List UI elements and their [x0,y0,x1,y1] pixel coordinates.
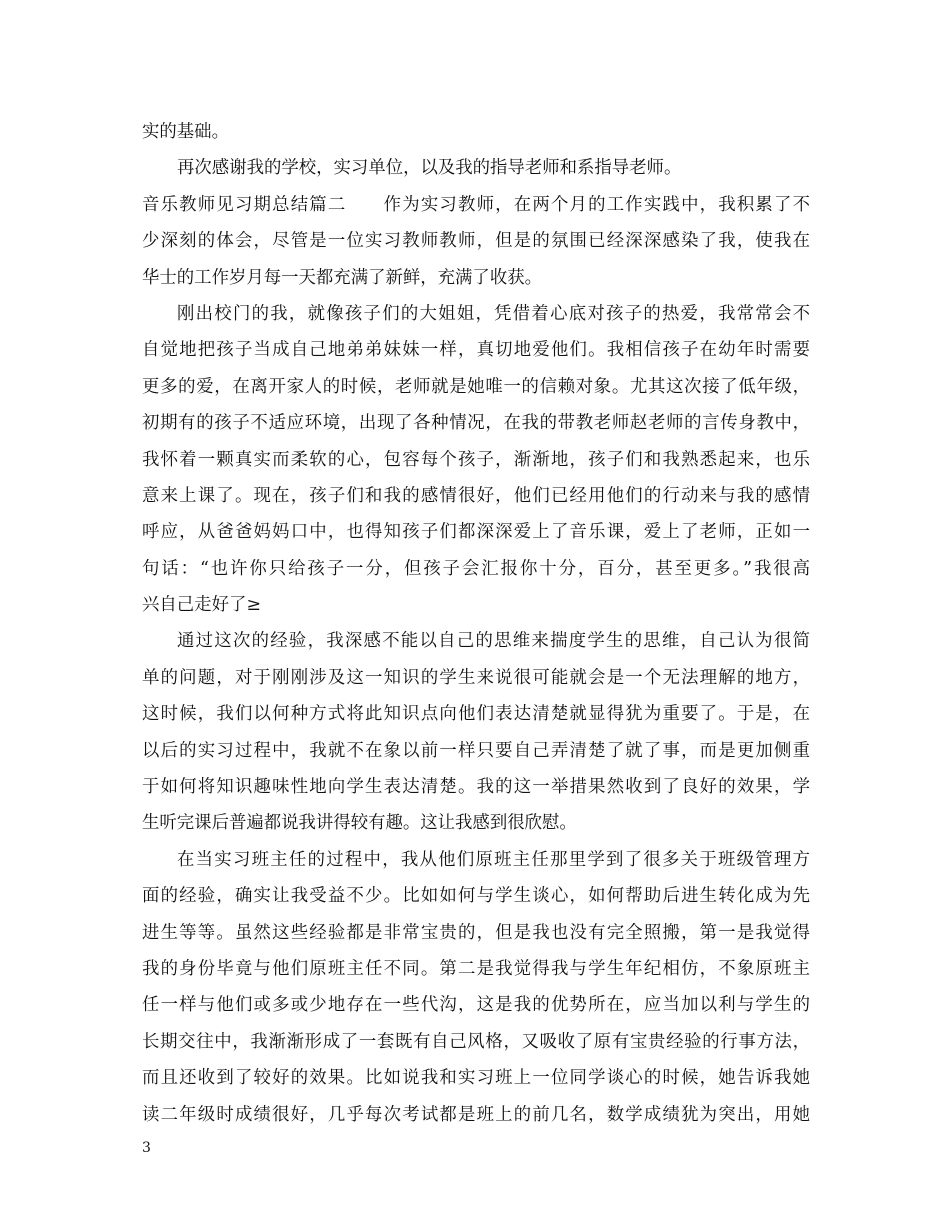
text-line: 任一样与他们或多或少地存在一些代沟，这是我的优势所在，应当加以利与学生的 [142,995,810,1016]
text-line: 自觉地把孩子当成自己地弟弟妹妹一样，真切地爱他们。我相信孩子在幼年时需要 [142,340,810,361]
text-line: 生听完课后普遍都说我讲得较有趣。这让我感到很欣慰。 [142,813,577,834]
text-line: 这时候，我们以何种方式将此知识点向他们表达清楚就显得犹为重要了。于是，在 [142,704,810,725]
text-line: 在当实习班主任的过程中，我从他们原班主任那里学到了很多关于班级管理方 [177,849,810,870]
text-line: 通过这次的经验，我深感不能以自己的思维来揣度学生的思维，自己认为很简 [177,631,810,652]
text-line: 更多的爱，在离开家人的时候，老师就是她唯一的信赖对象。尤其这次接了低年级， [142,376,810,397]
text-line: 我的身份毕竟与他们原班主任不同。第二是我觉得我与学生年纪相仿，不象原班主 [142,958,810,979]
page-number: 3 [142,1140,151,1156]
text-body [142,114,810,1133]
text-line: 少深刻的体会，尽管是一位实习教师教师，但是的氛围已经深深感染了我，使我在 [142,231,810,252]
text-line: 再次感谢我的学校，实习单位，以及我的指导老师和系指导老师。 [177,158,682,179]
text-line: 句话：“也许你只给孩子一分，但孩子会汇报你十分，百分，甚至更多。”我很高 [142,558,810,579]
text-line: 兴自己走好了≥ [142,595,261,616]
text-line: 长期交往中，我渐渐形成了一套既有自己风格，又吸收了原有宝贵经验的行事方法， [142,1031,810,1052]
text-line: 单的问题，对于刚刚涉及这一知识的学生来说很可能就会是一个无法理解的地方， [142,667,810,688]
text-line: 读二年级时成绩很好，几乎每次考试都是班上的前几名，数学成绩犹为突出，用她 [142,1104,810,1125]
text-line: 音乐教师见习期总结篇二 作为实习教师，在两个月的工作实践中，我积累了不 [142,194,810,215]
text-line: 而且还收到了较好的效果。比如说我和实习班上一位同学谈心的时候，她告诉我她 [142,1068,810,1089]
text-line: 面的经验，确实让我受益不少。比如如何与学生谈心，如何帮助后进生转化成为先 [142,886,810,907]
text-line: 华士的工作岁月每一天都充满了新鲜，充满了收获。 [142,267,542,288]
text-line: 实的基础。 [142,122,229,142]
text-line: 呼应，从爸爸妈妈口中，也得知孩子们都深深爱上了音乐课，爱上了老师，正如一 [142,522,810,543]
text-line: 以后的实习过程中，我就不在象以前一样只要自己弄清楚了就了事，而是更加侧重 [142,740,810,761]
text-line: 初期有的孩子不适应环境，出现了各种情况，在我的带教老师赵老师的言传身教中， [142,413,810,434]
text-line: 进生等等。虽然这些经验都是非常宝贵的，但是我也没有完全照搬，第一是我觉得 [142,922,810,943]
text-line: 刚出校门的我，就像孩子们的大姐姐，凭借着心底对孩子的热爱，我常常会不 [177,303,810,324]
text-line: 于如何将知识趣味性地向学生表达清楚。我的这一举措果然收到了良好的效果，学 [142,777,810,798]
text-line: 意来上课了。现在，孩子们和我的感情很好，他们已经用他们的行动来与我的感情 [142,485,810,506]
text-line: 我怀着一颗真实而柔软的心，包容每个孩子，渐渐地，孩子们和我熟悉起来，也乐 [142,449,810,470]
